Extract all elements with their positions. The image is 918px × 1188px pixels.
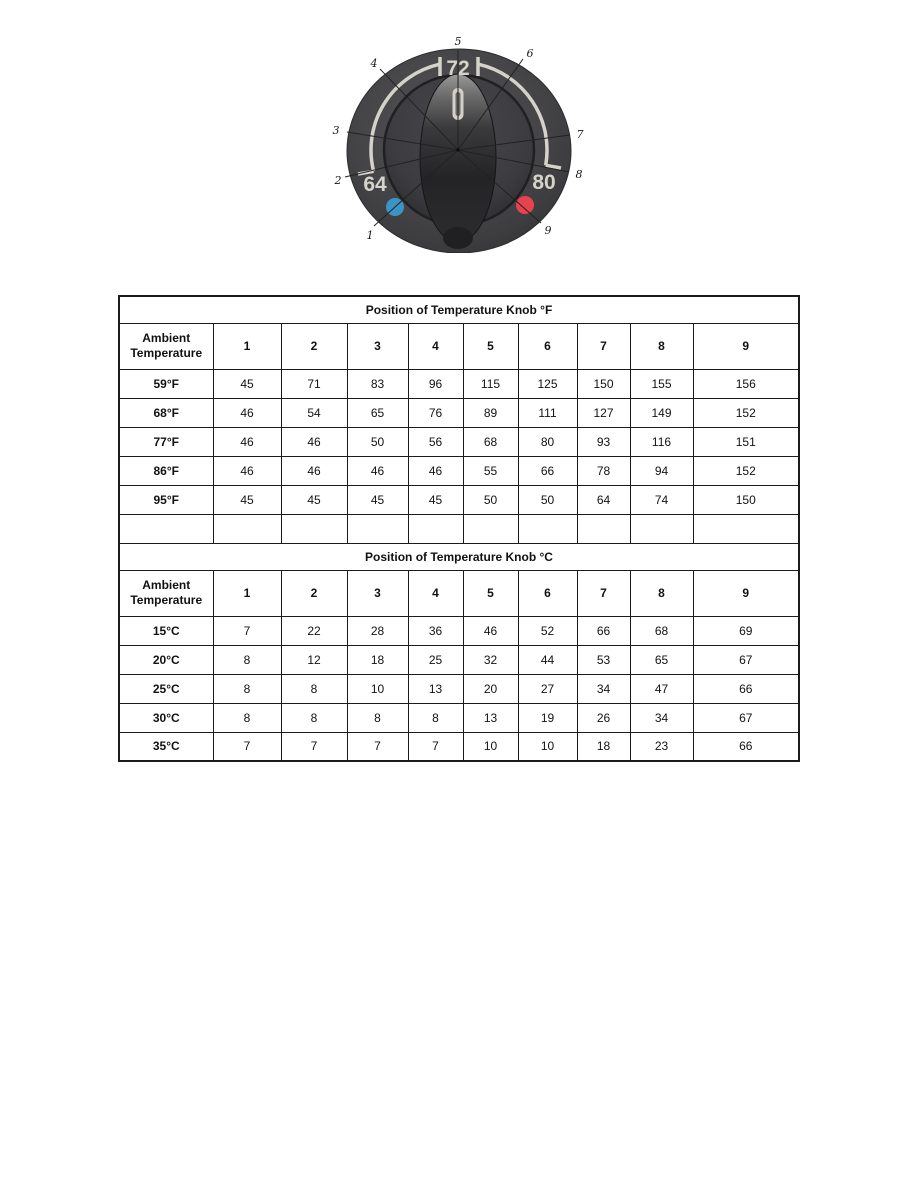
value-cell-c-1-2: 18 [347,645,408,674]
table-row-f-1 [119,398,799,427]
value-cell-c-3-2: 8 [347,703,408,732]
column-header-f-7: 7 [577,323,630,369]
value-cell-f-1-6: 127 [577,398,630,427]
value-cell-f-4-0: 45 [213,485,281,514]
value-cell-f-3-2: 46 [347,456,408,485]
value-cell-f-3-7: 94 [630,456,693,485]
value-cell-c-2-0: 8 [213,674,281,703]
table-title-row-f [119,296,799,323]
value-cell-c-4-1: 7 [281,732,347,761]
value-cell-c-2-8: 66 [693,674,799,703]
column-header-f-9: 9 [693,323,799,369]
position-label-8: 8 [575,168,583,181]
position-label-5: 5 [454,35,462,48]
position-label-1: 1 [366,229,374,242]
value-cell-f-2-6: 93 [577,427,630,456]
value-cell-f-3-6: 78 [577,456,630,485]
position-label-4: 4 [370,57,378,70]
knob-handle-stem [443,227,473,249]
empty-cell [630,514,693,543]
table-title-f: Position of Temperature Knob °F [119,296,799,323]
column-header-c-3: 3 [347,570,408,616]
value-cell-f-0-7: 155 [630,369,693,398]
table-row-f-2 [119,427,799,456]
position-label-7: 7 [576,128,584,141]
spacer-row [119,514,799,543]
column-header-f-1: 1 [213,323,281,369]
column-header-c-2: 2 [281,570,347,616]
row-label-f-4: 95°F [119,485,213,514]
value-cell-f-1-0: 46 [213,398,281,427]
value-cell-c-3-8: 67 [693,703,799,732]
table-row-c-2 [119,674,799,703]
row-label-c-2: 25°C [119,674,213,703]
value-cell-c-2-5: 27 [518,674,577,703]
value-cell-f-4-1: 45 [281,485,347,514]
value-cell-c-0-0: 7 [213,616,281,645]
value-cell-c-0-3: 36 [408,616,463,645]
value-cell-c-1-3: 25 [408,645,463,674]
table-row-f-0 [119,369,799,398]
row-label-f-3: 86°F [119,456,213,485]
row-label-c-4: 35°C [119,732,213,761]
row-label-f-2: 77°F [119,427,213,456]
value-cell-f-3-3: 46 [408,456,463,485]
value-cell-c-4-7: 23 [630,732,693,761]
value-cell-f-4-4: 50 [463,485,518,514]
value-cell-c-2-1: 8 [281,674,347,703]
row-label-f-1: 68°F [119,398,213,427]
dial-label-72: 72 [446,57,470,80]
empty-cell [408,514,463,543]
value-cell-c-2-2: 10 [347,674,408,703]
value-cell-c-2-6: 34 [577,674,630,703]
value-cell-c-1-7: 65 [630,645,693,674]
value-cell-f-1-2: 65 [347,398,408,427]
value-cell-f-1-7: 149 [630,398,693,427]
temperature-position-tables [118,295,800,762]
table-title-row-c [119,543,799,570]
value-cell-f-2-1: 46 [281,427,347,456]
value-cell-c-0-5: 52 [518,616,577,645]
table-row-f-3 [119,456,799,485]
value-cell-f-3-1: 46 [281,456,347,485]
table-title-c: Position of Temperature Knob °C [119,543,799,570]
value-cell-f-4-7: 74 [630,485,693,514]
value-cell-f-3-4: 55 [463,456,518,485]
table-header-row-f [119,323,799,369]
column-header-c-9: 9 [693,570,799,616]
value-cell-f-1-4: 89 [463,398,518,427]
table-row-c-3 [119,703,799,732]
value-cell-f-0-5: 125 [518,369,577,398]
value-cell-f-3-8: 152 [693,456,799,485]
value-cell-c-3-5: 19 [518,703,577,732]
table-row-f-4 [119,485,799,514]
value-cell-f-2-4: 68 [463,427,518,456]
position-label-9: 9 [544,224,552,237]
column-header-f-4: 4 [408,323,463,369]
value-cell-c-4-3: 7 [408,732,463,761]
value-cell-c-1-6: 53 [577,645,630,674]
column-header-c-6: 6 [518,570,577,616]
value-cell-f-4-2: 45 [347,485,408,514]
row-label-c-3: 30°C [119,703,213,732]
value-cell-c-3-4: 13 [463,703,518,732]
value-cell-c-2-4: 20 [463,674,518,703]
table-row-c-0 [119,616,799,645]
row-label-c-1: 20°C [119,645,213,674]
knob-center-dot [456,148,459,151]
value-cell-f-2-3: 56 [408,427,463,456]
column-header-f-2: 2 [281,323,347,369]
value-cell-c-4-5: 10 [518,732,577,761]
value-cell-f-3-0: 46 [213,456,281,485]
value-cell-c-2-3: 13 [408,674,463,703]
value-cell-c-0-4: 46 [463,616,518,645]
position-label-6: 6 [526,47,534,60]
empty-cell [213,514,281,543]
empty-cell [518,514,577,543]
value-cell-f-1-5: 111 [518,398,577,427]
hot-dot-icon [516,196,534,214]
column-header-f-3: 3 [347,323,408,369]
column-header-f-8: 8 [630,323,693,369]
value-cell-c-1-0: 8 [213,645,281,674]
value-cell-c-0-7: 68 [630,616,693,645]
value-cell-f-2-7: 116 [630,427,693,456]
empty-cell [577,514,630,543]
value-cell-f-1-3: 76 [408,398,463,427]
column-header-c-7: 7 [577,570,630,616]
table-row-c-1 [119,645,799,674]
value-cell-c-4-6: 18 [577,732,630,761]
value-cell-c-0-1: 22 [281,616,347,645]
value-cell-c-4-2: 7 [347,732,408,761]
value-cell-f-0-3: 96 [408,369,463,398]
value-cell-c-1-4: 32 [463,645,518,674]
column-header-c-1: 1 [213,570,281,616]
value-cell-f-0-6: 150 [577,369,630,398]
value-cell-c-1-8: 67 [693,645,799,674]
column-header-ambient-c: Ambient Temperature [119,570,213,616]
value-cell-f-4-8: 150 [693,485,799,514]
value-cell-f-2-2: 50 [347,427,408,456]
value-cell-f-1-1: 54 [281,398,347,427]
value-cell-c-3-3: 8 [408,703,463,732]
value-cell-f-0-8: 156 [693,369,799,398]
column-header-c-8: 8 [630,570,693,616]
dial-label-80: 80 [532,171,556,194]
value-cell-c-4-0: 7 [213,732,281,761]
value-cell-c-3-1: 8 [281,703,347,732]
value-cell-f-4-5: 50 [518,485,577,514]
value-cell-f-1-8: 152 [693,398,799,427]
column-header-f-6: 6 [518,323,577,369]
position-label-3: 3 [332,124,340,137]
empty-cell [693,514,799,543]
value-cell-f-4-6: 64 [577,485,630,514]
column-header-ambient-f: Ambient Temperature [119,323,213,369]
empty-cell [281,514,347,543]
value-cell-f-0-0: 45 [213,369,281,398]
column-header-c-4: 4 [408,570,463,616]
value-cell-c-0-8: 69 [693,616,799,645]
value-cell-f-3-5: 66 [518,456,577,485]
dial-label-64: 64 [363,173,387,196]
value-cell-c-3-6: 26 [577,703,630,732]
empty-cell [119,514,213,543]
value-cell-c-3-7: 34 [630,703,693,732]
position-label-2: 2 [334,174,342,187]
row-label-f-0: 59°F [119,369,213,398]
empty-cell [347,514,408,543]
value-cell-f-0-2: 83 [347,369,408,398]
temperature-knob-image [330,28,600,253]
value-cell-f-2-0: 46 [213,427,281,456]
empty-cell [463,514,518,543]
value-cell-c-3-0: 8 [213,703,281,732]
value-cell-f-2-8: 151 [693,427,799,456]
value-cell-c-4-8: 66 [693,732,799,761]
value-cell-f-0-1: 71 [281,369,347,398]
value-cell-f-2-5: 80 [518,427,577,456]
column-header-c-5: 5 [463,570,518,616]
table-header-row-c [119,570,799,616]
value-cell-c-0-2: 28 [347,616,408,645]
value-cell-c-1-5: 44 [518,645,577,674]
value-cell-c-0-6: 66 [577,616,630,645]
value-cell-c-2-7: 47 [630,674,693,703]
value-cell-c-4-4: 10 [463,732,518,761]
row-label-c-0: 15°C [119,616,213,645]
column-header-f-5: 5 [463,323,518,369]
table-row-c-4 [119,732,799,761]
value-cell-f-0-4: 115 [463,369,518,398]
value-cell-c-1-1: 12 [281,645,347,674]
value-cell-f-4-3: 45 [408,485,463,514]
